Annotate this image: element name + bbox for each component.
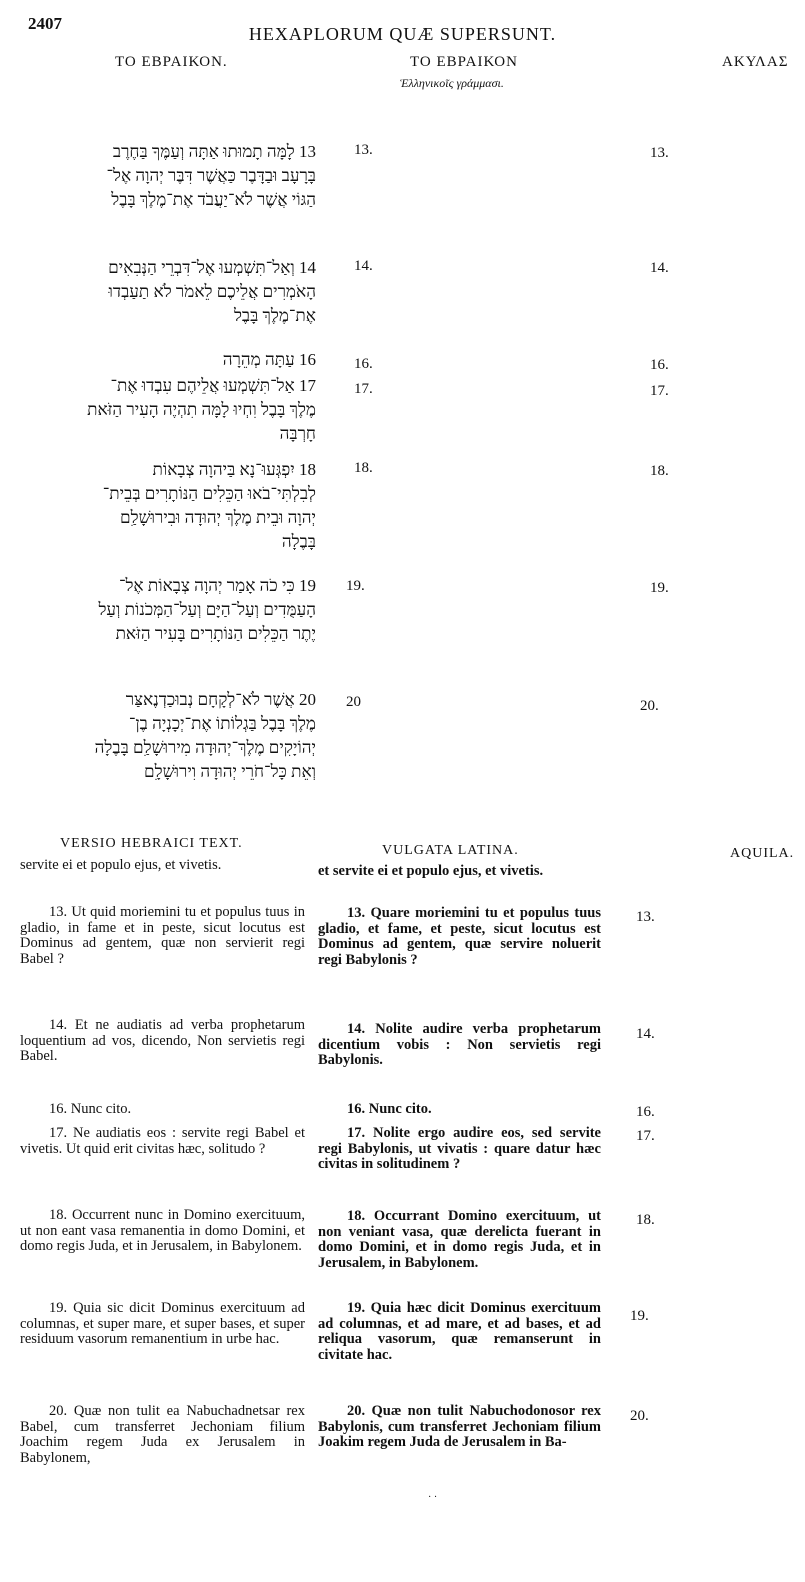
aquila-verse-number: 13. — [636, 909, 655, 925]
upper-col1-heading: TO ΕΒΡΑΙΚΟΝ. — [115, 54, 228, 70]
vulgata-paragraph: 17. Nolite ergo audire eos, sed servite regi Babylonis, ut vivatis : quare datur hæc civitas in solitudinem ? — [318, 1125, 601, 1172]
aquila-verse-number: 19. — [630, 1308, 649, 1324]
col3-verse-number: 18. — [650, 463, 669, 479]
vulgata-paragraph: 16. Nunc cito. — [347, 1101, 432, 1117]
hebrew-verse-16: 16 עַתָּה מְהֵרָה — [222, 350, 316, 369]
col3-verse-number: 13. — [650, 145, 669, 161]
versio-paragraph: 14. Et ne audiatis ad verba prophetarum loquentium ad vos, dicendo, Non servietis regi Babel. — [20, 1017, 305, 1064]
col2-verse-number: 16. — [354, 356, 373, 372]
col2-verse-number: 19. — [346, 578, 365, 594]
hebrew-verse-13: 13 לָמָּה תָמוּתוּ אַתָּה וְעַמֶּךָ בַּחֶרֶב בָּרָעָב וּבַדָּבֶר כַּאֲשֶׁר דִּבֶּר יְהוָה אֶל־ הַגּוֹי אֲשֶׁר לֹא־יַעֲבֹד אֶת־מֶלֶךְ בָּבֶל — [106, 142, 316, 209]
col2-verse-number: 18. — [354, 460, 373, 476]
upper-col2-subheading: Ἑλληνικοῖς γράμμασι. — [400, 76, 504, 90]
page-number: 2407 — [28, 14, 62, 33]
lower-col2-heading: VULGATA LATINA. — [382, 843, 519, 858]
running-head: HEXAPLORUM QUÆ SUPERSUNT. — [248, 24, 557, 44]
aquila-verse-number: 18. — [636, 1212, 655, 1228]
vulgata-paragraph: 14. Nolite audire verba prophetarum dicentium vobis : Non servietis regi Babylonis. — [318, 1021, 601, 1068]
hebrew-verse-18: 18 יִפְגְּעוּ־נָא בַּיהוָה צְבָאוֹת לְבִלְתִּי־בֹאוּ הַכֵּלִים הַנּוֹתָרִים בְּבֵית־ יְהוָה וּבֵית מֶלֶךְ יְהוּדָה וּבִירוּשָׁלִַם בָּבֶלָה — [102, 460, 316, 551]
vulgata-paragraph: 18. Occurrant Domino exercituum, ut non veniant vasa, quæ derelicta fuerant in domo Domini, et in domo regis Juda, et in Jerusalem, in Babylonem. — [318, 1208, 601, 1271]
col3-verse-number: 16. — [650, 357, 669, 373]
col2-verse-number: 13. — [354, 142, 373, 158]
versio-paragraph: 13. Ut quid moriemini tu et populus tuus in gladio, in fame et in peste, sicut locutus est Dominus ad gentem, quæ non servierit regi Babel ? — [20, 904, 305, 967]
col3-verse-number: 14. — [650, 260, 669, 276]
col2-verse-number: 14. — [354, 258, 373, 274]
versio-paragraph: 17. Ne audiatis eos : servite regi Babel et vivetis. Ut quid erit civitas hæc, solitudo ? — [20, 1125, 305, 1157]
upper-col2-heading: TO ΕΒΡΑΙΚΟΝ — [410, 54, 518, 70]
col2-verse-number: 17. — [354, 381, 373, 397]
vulgata-paragraph: 19. Quia hæc dicit Dominus exercituum ad columnas, et ad mare, et ad bases, et ad reliqua vasorum, quæ remanserunt in civitate hac. — [318, 1300, 601, 1363]
hebrew-verse-20: 20 אֲשֶׁר לֹא־לְקָחָם נְבוּכַדְנֶאצַּר מֶלֶךְ בָּבֶל בַּגְלוֹתוֹ אֶת־יְכָנְיָה בֶן־ יְהוֹיָקִים מֶלֶךְ־יְהוּדָה מִירוּשָׁלִַם בָּבֶלָה וְאֵת כָּל־חֹרֵי יְהוּדָה וִירוּשָׁלִָם — [94, 690, 316, 781]
vulgata-paragraph: 13. Quare moriemini tu et populus tuus gladio, et fame, et peste, sicut locutus est Dominus ad gentem, quæ servire noluerit regi Babylonis ? — [318, 905, 601, 968]
versio-paragraph: 19. Quia sic dicit Dominus exercituum ad columnas, et super mare, et super bases, et super residuum vasorum remanentium in urbe hac. — [20, 1300, 305, 1347]
versio-paragraph: 18. Occurrent nunc in Domino exercituum, ut non eant vasa remanentia in domo Domini, et domo regis Juda, et in Jerusalem, in Babylonem. — [20, 1207, 305, 1254]
aquila-verse-number: 20. — [630, 1408, 649, 1424]
col2-verse-number: 20 — [346, 694, 361, 710]
lower-col3-heading: AQUILA. — [730, 846, 795, 861]
versio-paragraph: 16. Nunc cito. — [49, 1101, 132, 1117]
lower-col1-heading: VERSIO HEBRAICI TEXT. — [60, 836, 243, 851]
aquila-verse-number: 14. — [636, 1026, 655, 1042]
hebrew-verse-14: 14 וְאַל־תִּשְׁמְעוּ אֶל־דִּבְרֵי הַנְּבִאִים הָאֹמְרִים אֲלֵיכֶם לֵאמֹר לֹא תַעַבְדוּ אֶת־מֶלֶךְ בָּבֶל — [108, 258, 316, 325]
vulgata-paragraph: et servite ei et populo ejus, et vivetis. — [318, 863, 544, 879]
hebrew-verse-17: 17 אַל־תִּשְׁמְעוּ אֲלֵיהֶם עִבְדוּ אֶת־ מֶלֶךְ בָּבֶל וִחְיוּ לָמָּה תִהְיֶה הָעִיר הַזֹּאת חָרְבָּה — [87, 376, 316, 443]
vulgata-paragraph: 20. Quæ non tulit Nabuchodonosor rex Babylonis, cum transferret Jechoniam filium Joakim regem Juda de Jerusalem in Ba- — [318, 1403, 601, 1450]
col3-verse-number: 19. — [650, 580, 669, 596]
hebrew-verse-19: 19 כִּי כֹה אָמַר יְהוָה צְבָאוֹת אֶל־ הָעַמֻּדִים וְעַל־הַיָּם וְעַל־הַמְּכֹנוֹת וְעַל יֶתֶר הַכֵּלִים הַנּוֹתָרִים בָּעִיר הַזֹּאת — [98, 576, 316, 643]
aquila-verse-number: 17. — [636, 1128, 655, 1144]
col3-verse-number: 17. — [650, 383, 669, 399]
versio-paragraph: 20. Quæ non tulit ea Nabuchadnetsar rex Babel, cum transferret Jechoniam filium Joachim regem Juda ex Jerusalem in Babylonem, — [20, 1403, 305, 1466]
footer-dots: · · — [428, 1492, 438, 1503]
upper-col3-heading: ΑΚΥΛΑΣ — [722, 54, 789, 70]
col3-verse-number: 20. — [640, 698, 659, 714]
aquila-verse-number: 16. — [636, 1104, 655, 1120]
versio-paragraph: servite ei et populo ejus, et vivetis. — [20, 857, 222, 873]
